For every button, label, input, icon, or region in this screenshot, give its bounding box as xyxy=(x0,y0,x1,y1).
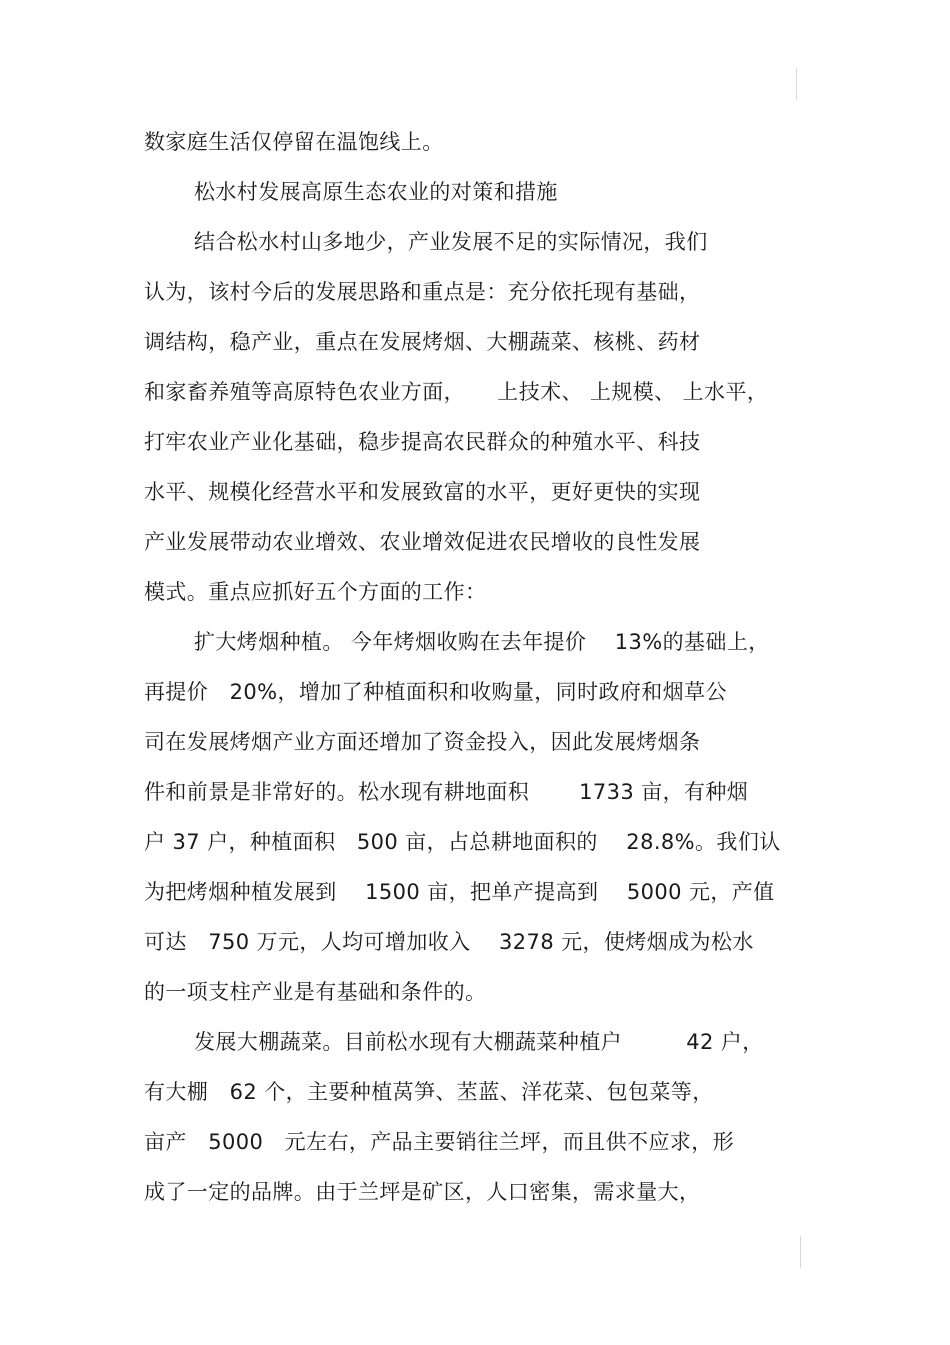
text-line-15: 户 37 户，种植面积 500 亩，占总耕地面积的 28.8%。我们认 xyxy=(144,830,781,854)
text-line-16: 为把烤烟种植发展到 1500 亩，把单产提高到 5000 元，产值 xyxy=(144,880,775,904)
text-line-17: 可达 750 万元，人均可增加收入 3278 元，使烤烟成为松水 xyxy=(144,930,754,954)
text-line-14: 件和前景是非常好的。松水现有耕地面积 1733 亩，有种烟 xyxy=(144,780,749,804)
text-line-18: 的一项支柱产业是有基础和条件的。 xyxy=(144,980,487,1004)
text-line-10: 模式。重点应抓好五个方面的工作： xyxy=(144,580,487,604)
text-line-7: 打牢农业产业化基础，稳步提高农民群众的种殖水平、科技 xyxy=(144,430,701,454)
text-line-11: 扩大烤烟种植。 今年烤烟收购在去年提价 13%的基础上， xyxy=(194,630,770,654)
text-line-19: 发展大棚蔬菜。目前松水现有大棚蔬菜种植户 42 户， xyxy=(194,1030,764,1054)
text-line-13: 司在发展烤烟产业方面还增加了资金投入，因此发展烤烟条 xyxy=(144,730,701,754)
text-line-20: 有大棚 62 个，主要种植莴笋、苤蓝、洋花菜、包包菜等， xyxy=(144,1080,714,1104)
text-line-9: 产业发展带动农业增效、农业增效促进农民增收的良性发展 xyxy=(144,530,701,554)
page-corner-mark-top xyxy=(796,68,797,100)
text-line-6: 和家畜养殖等高原特色农业方面， 上技术、 上规模、 上水平， xyxy=(144,380,769,404)
page-corner-mark-bottom xyxy=(800,1236,801,1268)
text-line-3: 结合松水村山多地少，产业发展不足的实际情况，我们 xyxy=(194,230,708,254)
text-line-12: 再提价 20%，增加了种植面积和收购量，同时政府和烟草公 xyxy=(144,680,727,704)
section-heading: 松水村发展高原生态农业的对策和措施 xyxy=(194,180,558,204)
text-line-22: 成了一定的品牌。由于兰坪是矿区，人口密集，需求量大， xyxy=(144,1180,701,1204)
text-line-21: 亩产 5000 元左右，产品主要销往兰坪，而且供不应求，形 xyxy=(144,1130,735,1154)
text-line-1: 数家庭生活仅停留在温饱线上。 xyxy=(144,130,444,154)
text-line-5: 调结构，稳产业，重点在发展烤烟、大棚蔬菜、核桃、药材 xyxy=(144,330,701,354)
text-line-4: 认为，该村今后的发展思路和重点是：充分依托现有基础， xyxy=(144,280,701,304)
text-line-8: 水平、规模化经营水平和发展致富的水平，更好更快的实现 xyxy=(144,480,701,504)
